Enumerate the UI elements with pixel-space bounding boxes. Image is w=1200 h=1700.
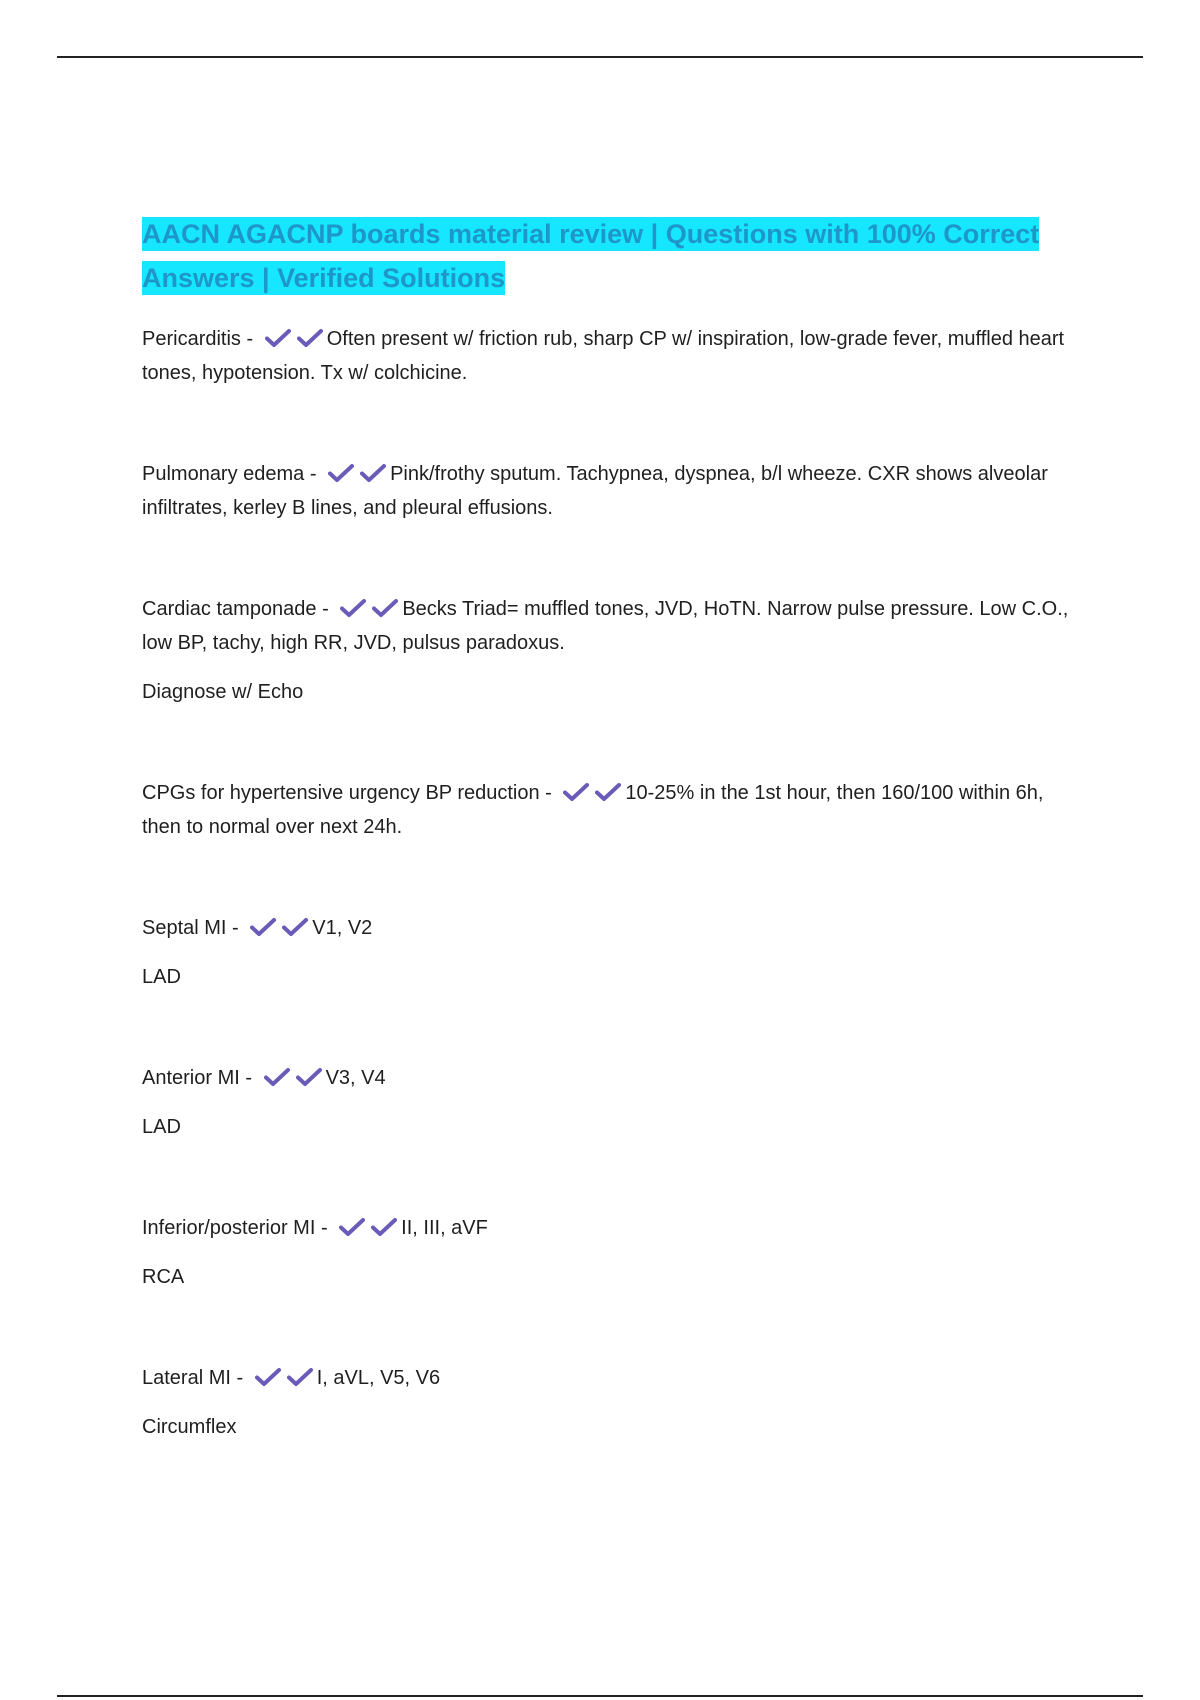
- entry-term: Cardiac tamponade: [142, 598, 317, 620]
- entry-separator: -: [316, 598, 335, 620]
- entry-separator: -: [539, 782, 558, 804]
- checkmark-icon: [297, 328, 323, 348]
- entry-term: Pulmonary edema: [142, 463, 305, 485]
- entry-term: Anterior MI: [142, 1067, 240, 1089]
- entry-answer: Often present w/ friction rub, sharp CP w/ inspiration, low-grade fever, muffled heart tones, hypotension. Tx w/ colchicine.: [142, 328, 1065, 384]
- checkmark-icon: [255, 1367, 281, 1387]
- document-body: [142, 212, 1072, 1444]
- qa-entry: [142, 322, 1072, 390]
- entry-answer: II, III, aVF: [401, 1217, 488, 1239]
- qa-entry: [142, 592, 1072, 709]
- entry-separator: -: [240, 328, 259, 350]
- entry-term: Pericarditis: [142, 328, 241, 350]
- checkmark-icon: [360, 463, 386, 483]
- checkmark-icon: [563, 782, 589, 802]
- entry-note: LAD: [142, 1116, 181, 1138]
- checkmark-icon: [282, 917, 308, 937]
- entry-separator: -: [315, 1217, 334, 1239]
- qa-entry: [142, 776, 1072, 844]
- qa-entry: [142, 1061, 1072, 1144]
- entry-separator: -: [226, 917, 245, 939]
- entry-term: Septal MI: [142, 917, 227, 939]
- entry-answer: V3, V4: [325, 1067, 386, 1089]
- entry-separator: -: [304, 463, 323, 485]
- checkmark-icon: [340, 598, 366, 618]
- top-rule: [57, 56, 1143, 58]
- entry-note: Diagnose w/ Echo: [142, 681, 304, 703]
- entry-note: RCA: [142, 1266, 185, 1288]
- checkmark-icon: [595, 782, 621, 802]
- checkmark-icon: [339, 1217, 365, 1237]
- entry-separator: -: [239, 1067, 258, 1089]
- checkmark-icon: [265, 328, 291, 348]
- entry-term: CPGs for hypertensive urgency BP reduction: [142, 782, 540, 804]
- document-title: AACN AGACNP boards material review | Questions with 100% Correct Answers | Verified Solutions: [142, 219, 1040, 293]
- bottom-rule: [57, 1695, 1143, 1697]
- entry-answer: Becks Triad= muffled tones, JVD, HoTN. Narrow pulse pressure. Low C.O., low BP, tachy, high RR, JVD, pulsus paradoxus.: [142, 598, 1069, 654]
- checkmark-icon: [287, 1367, 313, 1387]
- checkmark-icon: [328, 463, 354, 483]
- checkmark-icon: [296, 1067, 322, 1087]
- entry-separator: -: [230, 1367, 249, 1389]
- entry-note: LAD: [142, 966, 181, 988]
- checkmark-icon: [250, 917, 276, 937]
- entry-answer: 10-25% in the 1st hour, then 160/100 within 6h, then to normal over next 24h.: [142, 782, 1044, 838]
- entry-answer: Pink/frothy sputum. Tachypnea, dyspnea, b/l wheeze. CXR shows alveolar infiltrates, kerley B lines, and pleural effusions.: [142, 463, 1048, 519]
- checkmark-icon: [264, 1067, 290, 1087]
- qa-entry: [142, 911, 1072, 994]
- qa-entry: [142, 1361, 1072, 1444]
- entry-term: Inferior/posterior MI: [142, 1217, 316, 1239]
- qa-entry: [142, 457, 1072, 525]
- entry-term: Lateral MI: [142, 1367, 231, 1389]
- entry-answer: I, aVL, V5, V6: [316, 1367, 441, 1389]
- checkmark-icon: [372, 598, 398, 618]
- entry-note: Circumflex: [142, 1416, 237, 1438]
- entry-answer: V1, V2: [312, 917, 373, 939]
- checkmark-icon: [371, 1217, 397, 1237]
- qa-entry: [142, 1211, 1072, 1294]
